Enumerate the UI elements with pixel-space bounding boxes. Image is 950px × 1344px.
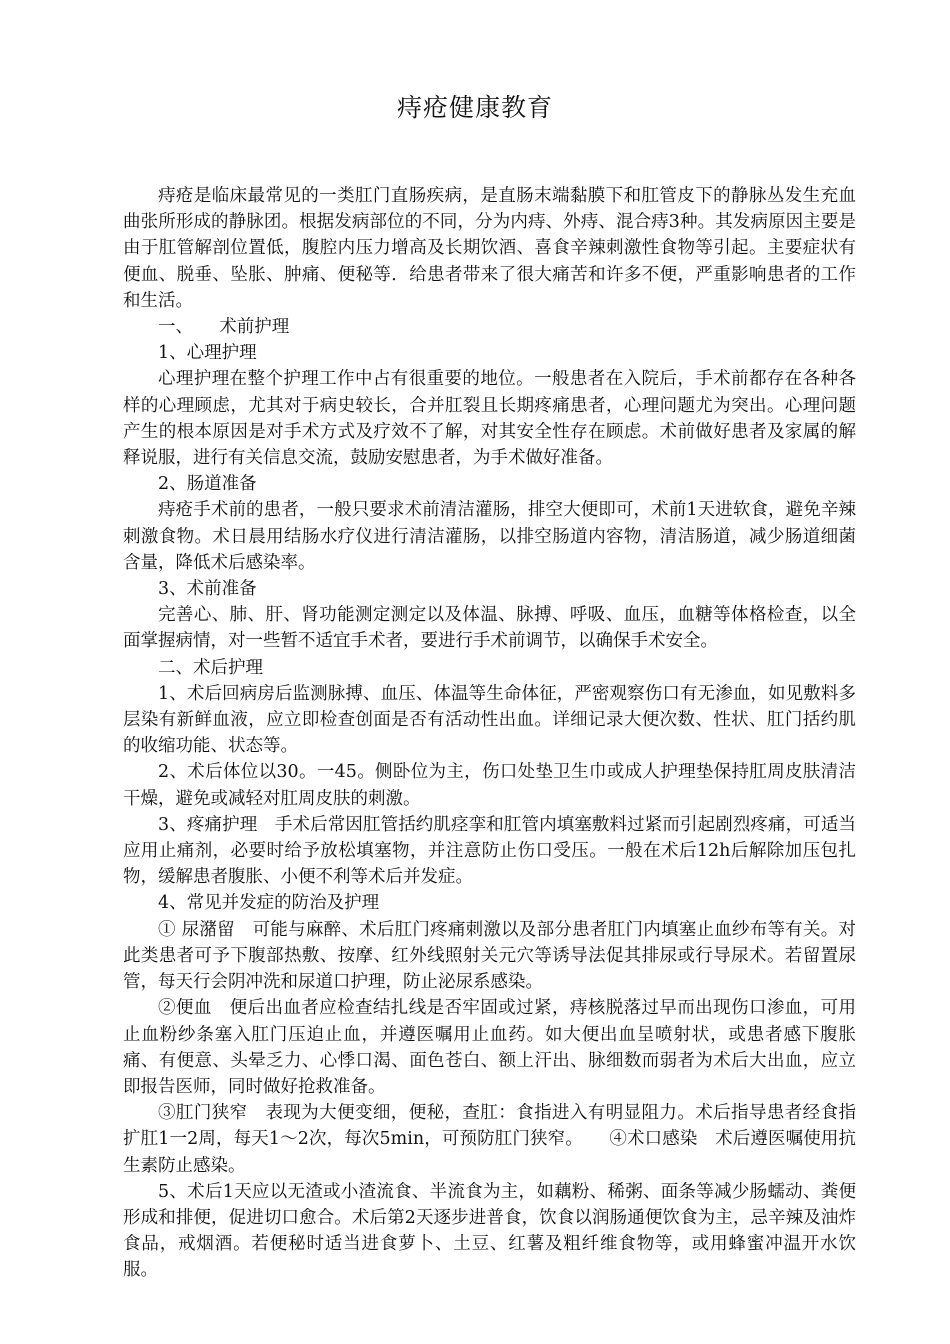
intro-paragraph: 痔疮是临床最常见的一类肛门直肠疾病，是直肠末端黏膜下和肛管皮下的静脉丛发生充血曲张所形成的静脉团。根据发病部位的不同，分为内痔、外痔、混合痔3种。其发病原因主要是由于肛管解剖位置低，腹腔内压力增高及长期饮酒、喜食辛辣刺激性食物等引起。主要症状有便血、脱垂、坠胀、肿痛、便秘等．给患者带来了很大痛苦和许多不便，严重影响患者的工作和生活。 [123,186,856,311]
section-heading-preop: 一、 术前护理 [158,317,290,338]
paragraph-anal-stenosis: ③肛门狭窄 表现为大便变细，便秘，查肛：食指进入有明显阻力。术后指导患者经食指扩肛1一2周，每天1～2次，每次5min，可预防肛门狭窄。 ④术口感染 术后遵医嘱使用抗生素防止感染。 [123,1103,856,1176]
document-title: 痔疮健康教育 [396,93,553,122]
document-body [123,183,856,1284]
paragraph-diet: 5、术后1天应以无渣或小渣流食、半流食为主，如藕粉、稀粥、面条等减少肠蠕动、粪便形成和排便，促进切口愈合。术后第2天逐步进普食，饮食以润肠通便饮食为主，忌辛辣及油炸食品，戒烟酒。若便秘时适当进食萝卜、土豆、红薯及粗纤维食物等，或用蜂蜜冲温开水饮服。 [123,1181,856,1281]
paragraph-postop-monitoring: 1、术后回病房后监测脉搏、血压、体温等生命体征，严密观察伤口有无渗血，如见敷料多层染有新鲜血液，应立即检查创面是否有活动性出血。详细记录大便次数、性状、肛门括约肌的收缩功能、状态等。 [123,683,856,757]
subheading-preop-prep: 3、术前准备 [158,579,257,600]
subheading-complications: 4、常见并发症的防治及护理 [158,893,380,914]
section-heading-postop: 二、术后护理 [158,657,263,678]
paragraph-bleeding: ②便血 便后出血者应检查结扎线是否牢固或过紧，痔核脱落过早而出现伤口渗血，可用止血粉纱条塞入肛门压迫止血，并遵医嘱用止血药。如大便出血呈喷射状，或患者感下腹胀痛、有便意、头晕乏力、心悸口渴、面色苍白、额上汗出、脉细数而弱者为术后大出血，应立即报告医师，同时做好抢救准备。 [123,998,856,1097]
paragraph-postop-position: 2、术后体位以30。一45。侧卧位为主，伤口处垫卫生巾或成人护理垫保持肛周皮肤清洁干燥，避免或减轻对肛周皮肤的刺激。 [123,762,856,809]
paragraph-urinary-retention: ① 尿潴留 可能与麻醉、术后肛门疼痛刺激以及部分患者肛门内填塞止血纱布等有关。对此类患者可予下腹部热敷、按摩、红外线照射关元穴等诱导法促其排尿或行导尿术。若留置尿管，每天行会阴冲洗和尿道口护理，防止泌尿系感染。 [123,919,856,993]
paragraph-preop-prep: 完善心、肺、肝、肾功能测定测定以及体温、脉搏、呼吸、血压，血糖等体格检查，以全面掌握病情，对一些暂不适宜手术者，要进行手术前调节，以确保手术安全。 [123,605,856,652]
subheading-psych-care: 1、心理护理 [158,343,257,364]
paragraph-psych-care: 心理护理在整个护理工作中占有很重要的地位。一般患者在入院后，手术前都存在各种各样的心理顾虑，尤其对于病史较长，合并肛裂且长期疼痛患者，心理问题尤为突出。心理问题产生的根本原因是对手术方式及疗效不了解，对其安全性存在顾虑。术前做好患者及家属的解释说服，进行有关信息交流，鼓励安慰患者，为手术做好准备。 [123,369,856,469]
paragraph-bowel-prep: 痔疮手术前的患者，一般只要求术前清洁灌肠，排空大便即可，术前1天进软食，避免辛辣刺激食物。术日晨用结肠水疗仪进行清洁灌肠，以排空肠道内容物，清洁肠道，减少肠道细菌含量，降低术后感染率。 [123,500,856,573]
subheading-bowel-prep: 2、肠道准备 [158,474,257,495]
paragraph-pain-care: 3、疼痛护理 手术后常因肛管括约肌痉挛和肛管内填塞敷料过紧而引起剧烈疼痛，可适当应用止痛剂，必要时给予放松填塞物，并注意防止伤口受压。一般在术后12h后解除加压包扎物，缓解患者腹胀、小便不利等术后并发症。 [123,814,856,888]
